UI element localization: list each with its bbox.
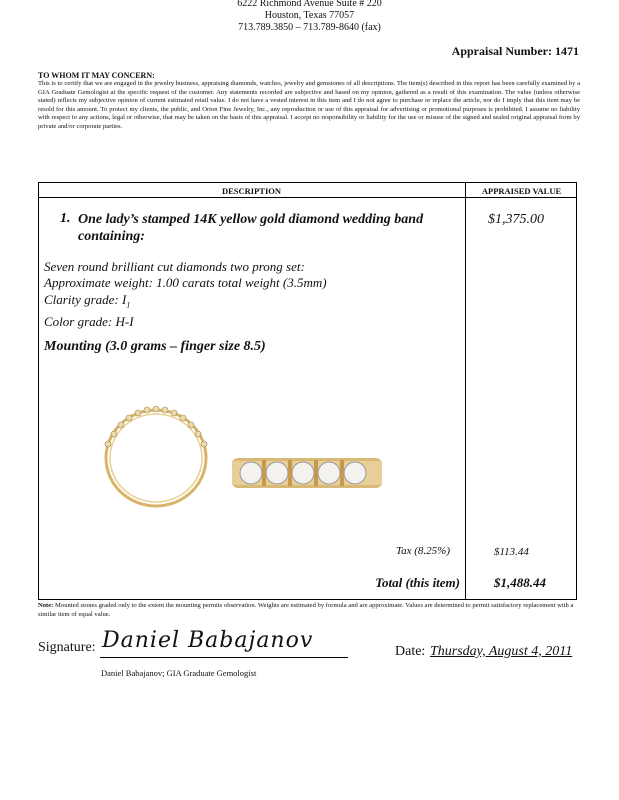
date-value: Thursday, August 4, 2011 bbox=[430, 644, 573, 659]
date-label: Date: bbox=[395, 644, 426, 659]
total-value: $1,488.44 bbox=[494, 575, 546, 590]
address-line-2: Houston, Texas 77057 bbox=[264, 10, 355, 21]
item-appraised-value: $1,375.00 bbox=[488, 212, 544, 227]
handwritten-signature: Daniel Babajanov bbox=[102, 628, 314, 653]
detail-line: Approximate weight: 1.00 carats total weight (3.5mm) bbox=[44, 275, 327, 291]
tax-value: $113.44 bbox=[494, 546, 529, 558]
tax-label: Tax (8.25%) bbox=[396, 545, 450, 557]
item-details bbox=[44, 259, 327, 330]
note-label: Note: bbox=[38, 602, 54, 609]
address-line-1: 6222 Richmond Avenue Suite # 220 bbox=[237, 0, 382, 9]
table-header-rule bbox=[38, 197, 577, 198]
clarity-subscript: 1 bbox=[126, 300, 131, 310]
phone-line: 713.789.3850 – 713.789-8640 (fax) bbox=[238, 22, 381, 33]
detail-line-clarity bbox=[44, 292, 327, 314]
footnote bbox=[38, 602, 580, 619]
note-text: Mounted stones graded only to the extent the mounting permits observation. Weights are estimated by formula and are approximate. Values are determined to permit satisfactory replacement with a similar item of equal value. bbox=[38, 602, 574, 618]
clarity-text: Clarity grade: I bbox=[44, 291, 127, 307]
item-title-line-2: containing: bbox=[78, 229, 145, 244]
total-label: Total (this item) bbox=[375, 575, 460, 590]
description-column-header: DESCRIPTION bbox=[221, 186, 282, 196]
signature-label: Signature: bbox=[38, 640, 96, 655]
ring-side-view-photo bbox=[96, 398, 226, 510]
intro-heading: TO WHOM IT MAY CONCERN: bbox=[38, 71, 155, 80]
signer-name-title: Daniel Babajanov; GIA Graduate Gemologist bbox=[101, 668, 257, 678]
item-number: 1. bbox=[60, 211, 71, 226]
appraised-value-column-header: APPRAISED VALUE bbox=[481, 186, 562, 196]
item-title-line-1: One lady’s stamped 14K yellow gold diamond wedding band bbox=[78, 212, 424, 227]
column-divider bbox=[465, 182, 466, 600]
mounting-line: Mounting (3.0 grams – finger size 8.5) bbox=[44, 339, 266, 354]
ring-top-view-photo bbox=[232, 452, 382, 494]
appraisal-number: Appraisal Number: 1471 bbox=[451, 44, 579, 58]
detail-line: Color grade: H-I bbox=[44, 313, 134, 329]
detail-line: Seven round brilliant cut diamonds two prong set: bbox=[44, 259, 305, 274]
signature-line bbox=[100, 657, 348, 658]
intro-body: This is to certify that we are engaged in the jewelry business, appraising diamonds, watches, jewelry and gemstones of all descriptions. The item(s) described in this report has been carefully examined by a GIA Graduate Gemologist at the specific request of the customer. Any statements recorded are subjective and based on my opinion, gathered as a result of this examination. The value (unless otherwise stated) reflects my subjective opinion of current estimated retail value. I do not have a vested interest in this item and I do not agree to purchase or replace the article, nor do I imply that this item may be resold for this amount. To protect my clients, the public, and Orion Fine Jewelry, Inc., any reproduction or use of this appraisal for advertising or promotional purposes is prohibited. I assume no liability with respect to any actions, legal or otherwise, that may be taken on the basis of this appraisal. I accept no responsibility or liability for the use or misuse of the signed and sealed original appraisal form by private and/or corporate parties. bbox=[38, 80, 580, 130]
item-title bbox=[78, 211, 423, 245]
